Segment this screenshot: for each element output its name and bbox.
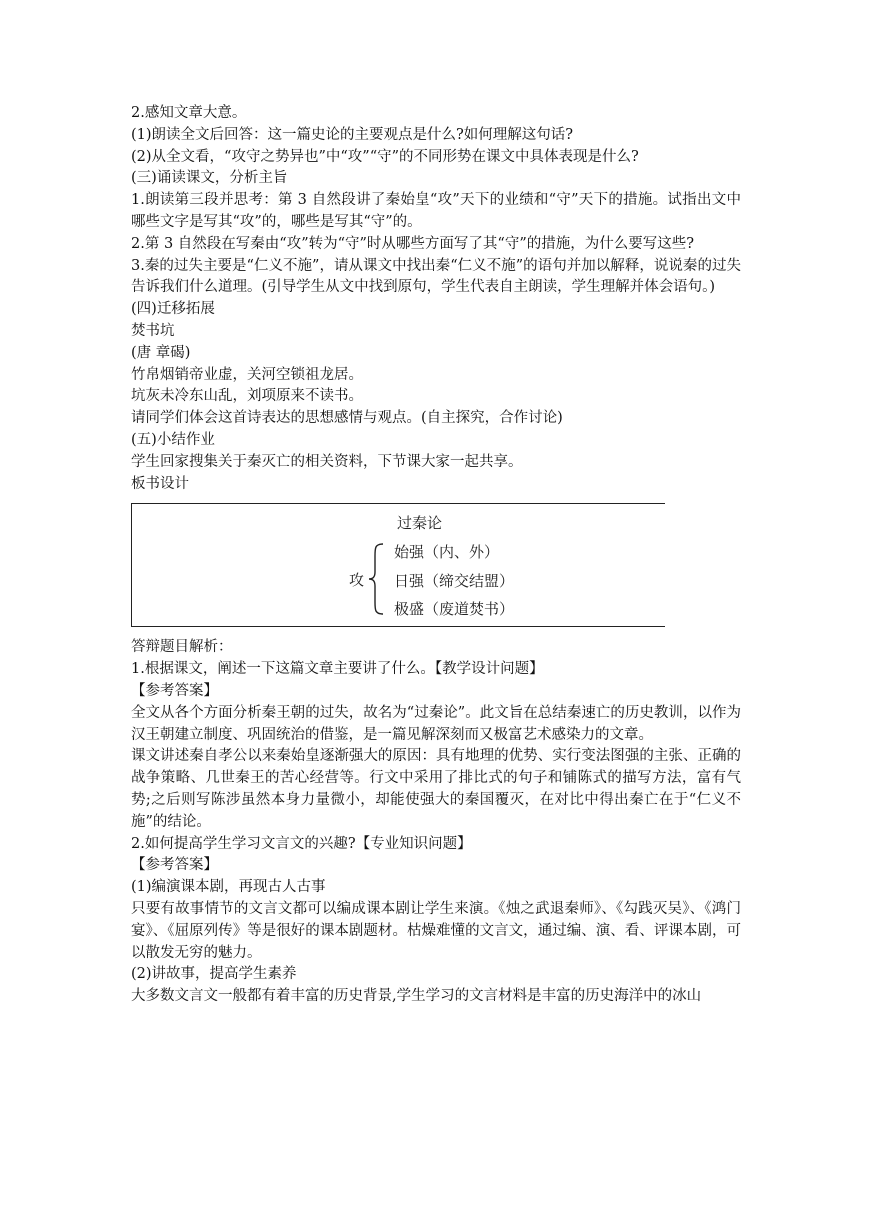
blackboard-design-figure [131, 503, 665, 627]
poem-author: (唐 章碣) [131, 344, 191, 361]
poem-title: 焚书坑 [131, 322, 175, 339]
text-line: (2)从全文看，“攻守之势异也”中“攻”“守”的不同形势在课文中具体表现是什么? [131, 148, 639, 165]
board-item: 极盛（废道焚书） [394, 600, 515, 619]
paragraph: 1.朗读第三段并思考：第 3 自然段讲了秦始皇“攻”天下的业绩和“守”天下的措施。试指出文中哪些文字是写其“攻”的，哪些是写其“守”的。 [131, 192, 741, 230]
section-heading: 答辩题目解析： [131, 639, 233, 656]
section-heading: (四)迁移拓展 [131, 301, 215, 318]
text-line: 请同学们体会这首诗表达的思想感情与观点。(自主探究，合作讨论) [131, 410, 563, 427]
section-heading: (三)诵读课文，分析主旨 [131, 170, 288, 187]
question: 2.如何提高学生学习文言文的兴趣?【专业知识问题】 [131, 835, 472, 852]
paragraph: 只要有故事情节的文言文都可以编成课本剧让学生来演。《烛之武退秦师》、《勾践灭吴》、《鸿门宴》、《屈原列传》等是很好的课本剧题材。枯燥难懂的文言文，通过编、演、看、评课本剧，可以散发无穷的魅力。 [131, 900, 741, 961]
text-line: 大多数文言文一般都有着丰富的历史背景,学生学习的文言材料是丰富的历史海洋中的冰山 [131, 988, 702, 1005]
paragraph: 全文从各个方面分析秦王朝的过失，故名为“过秦论”。此文旨在总结秦速亡的历史教训，以作为汉王朝建立制度、巩固统治的借鉴，是一篇见解深刻而又极富艺术感染力的文章。 [131, 704, 741, 743]
board-title: 过秦论 [397, 514, 443, 533]
paragraph: 3.秦的过失主要是“仁义不施”，请从课文中找出秦“仁义不施”的语句并加以解释，说说秦的过失告诉我们什么道理。(引导学生从文中找到原句，学生代表自主朗读，学生理解并体会语句。) [131, 257, 741, 296]
paragraph: 2.第 3 自然段在写秦由“攻”转为“守”时从哪些方面写了其“守”的措施，为什么要写这些? [131, 235, 695, 252]
text-line: 2.感知文章大意。 [131, 105, 247, 121]
text-line: (1)朗读全文后回答：这一篇史论的主要观点是什么?如何理解这句话? [131, 126, 574, 143]
poem-line: 竹帛烟销帝业虚，关河空锁祖龙居。 [131, 366, 363, 383]
board-item: 日强（缔交结盟） [394, 572, 515, 591]
subheading: (2)讲故事，提高学生素养 [131, 966, 297, 983]
question: 1.根据课文，阐述一下这篇文章主要讲了什么。【教学设计问题】 [131, 661, 544, 678]
text-line: 学生回家搜集关于秦灭亡的相关资料，下节课大家一起共享。 [131, 453, 523, 470]
answer-label: 【参考答案】 [131, 682, 218, 699]
answer-label: 【参考答案】 [131, 857, 218, 874]
board-main-term: 攻 [349, 571, 365, 590]
paragraph: 课文讲述秦自孝公以来秦始皇逐渐强大的原因：具有地理的优势、实行变法图强的主张、正确的战争策略、几世秦王的苦心经营等。行文中采用了排比式的句子和铺陈式的描写方法，富有气势;之后则写陈涉虽然本身力量微小，却能使强大的秦国覆灭，在对比中得出秦亡在于“仁义不施”的结论。 [131, 748, 741, 830]
board-design-label: 板书设计 [131, 475, 189, 492]
poem-line: 坑灰未冷东山乱，刘项原来不读书。 [131, 388, 363, 405]
subheading: (1)编演课本剧，再现古人古事 [131, 879, 326, 896]
left-brace-icon [367, 542, 385, 616]
document-page [131, 103, 741, 1008]
board-item: 始强（内、外） [394, 543, 500, 562]
section-heading: (五)小结作业 [131, 431, 215, 448]
